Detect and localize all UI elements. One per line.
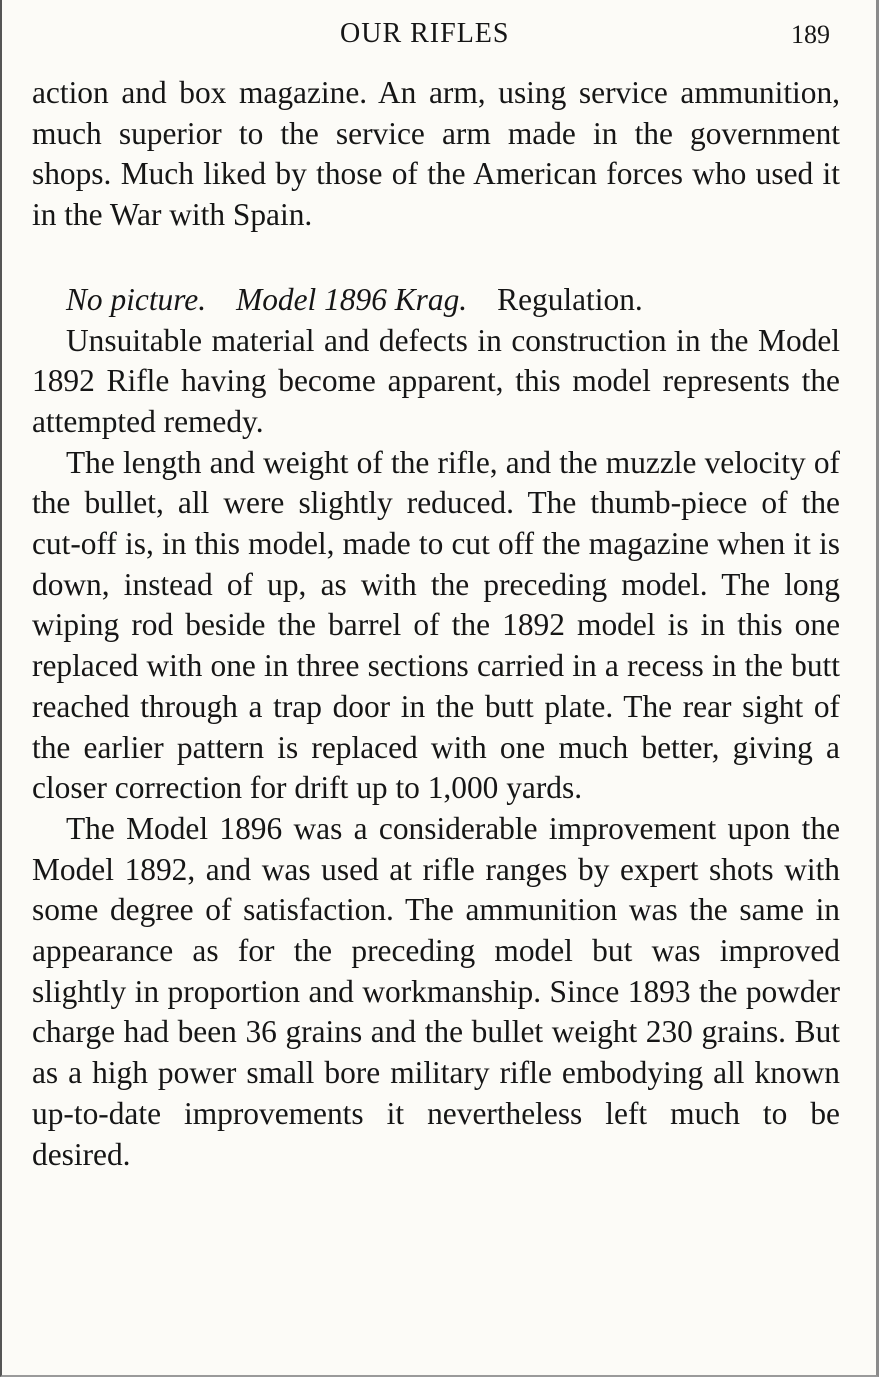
page-header	[2, 14, 876, 54]
no-picture-note: No picture.	[66, 281, 207, 317]
paragraph-remedy: Unsuitable material and defects in construction in the Model 1892 Rifle having become apparent, this model represents the attempted remedy.	[32, 322, 840, 439]
model-name: Model 1896 Krag.	[236, 281, 468, 317]
paragraph-changes: The length and weight of the rifle, and the muzzle velocity of the bullet, all were slightly reduced. The thumb-piece of the cut-off is, in this model, made to cut off the magazine when it is down, instead of up, as with the preceding model. The long wiping rod beside the barrel of the 1892 model is in this one replaced with one in three sections carried in a recess in the butt reached through a trap door in the butt plate. The rear sight of the earlier pattern is replaced with one much better, giving a closer correction for drift up to 1,000 yards.	[32, 444, 840, 806]
model-designation: Regulation.	[497, 281, 643, 317]
page-number: 189	[791, 20, 830, 49]
body-text	[32, 73, 840, 1175]
paragraph-continuation: action and box magazine. An arm, using service ammunition, much superior to the service arm made in the government shops. Much liked by those of the American forces who used it in the War with Spain.	[32, 75, 840, 233]
model-entry-lead	[32, 280, 840, 321]
running-title: OUR RIFLES	[340, 18, 510, 49]
paragraph-improvement: The Model 1896 was a considerable improvement upon the Model 1892, and was used at rifle ranges by expert shots with some degree of satisfaction. The ammunition was the same in appearance as for the preceding model but was improved slightly in proportion and workmanship. Since 1893 the powder charge had been 36 grains and the bullet weight 230 grains. But as a high power small bore military rifle embodying all known up-to-date improvements it nevertheless left much to be desired.	[32, 810, 840, 1172]
